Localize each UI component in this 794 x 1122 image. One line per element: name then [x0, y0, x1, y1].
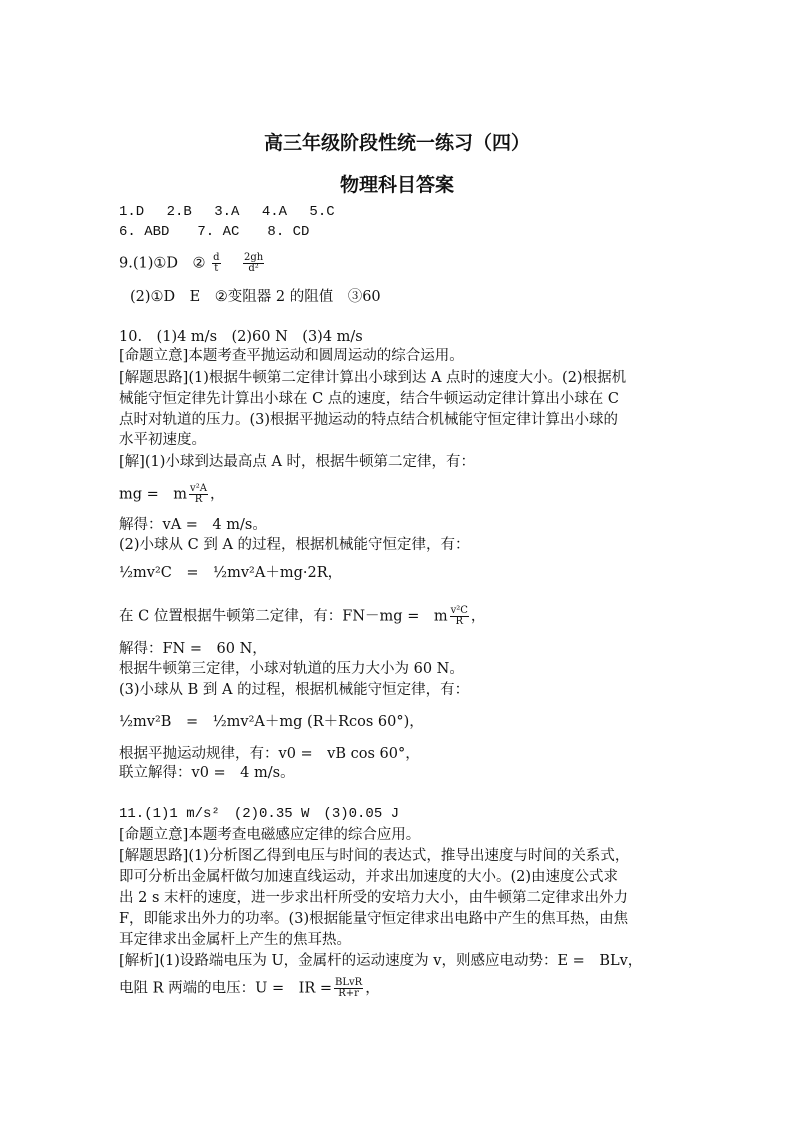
q10-idea-line1: [解题思路](1)根据牛顿第二定律计算出小球到达 A 点时的速度大小。(2)根据机 — [119, 370, 627, 386]
q10-eq3-lhs: 在 C 位置根据牛顿第二定律，有：FN－mg = m — [119, 608, 448, 625]
q10-eq1-num: v²A — [190, 483, 207, 494]
q9-prefix: 9.(1)①D ② — [119, 255, 206, 272]
q10-idea-line2: 械能守恒定律先计算出小球在 C 点的速度，结合牛顿运动定律计算出小球在 C — [119, 391, 620, 407]
q10-result-3: 联立解得：v0 = 4 m/s。 — [119, 765, 295, 781]
q11-eq1-den: R+r — [338, 988, 359, 999]
q9-line1 — [119, 253, 266, 274]
q10-intent: [命题立意]本题考查平抛运动和圆周运动的综合运用。 — [119, 348, 464, 364]
q10-third-law: 根据牛顿第三定律，小球对轨道的压力大小为 60 N。 — [119, 661, 464, 677]
q9-frac1-num: d — [213, 252, 220, 263]
q10-eq3-num: v²C — [450, 605, 468, 616]
q10-solution-line4: (3)小球从 B 到 A 的过程，根据机械能守恒定律，有： — [119, 682, 470, 698]
q11-equation-1 — [119, 978, 380, 999]
q11-idea-line3: 出 2 s 末杆的速度，进一步求出杆所受的安培力大小，由牛顿第二定律求出外力 — [119, 890, 628, 906]
q10-equation-1 — [119, 484, 224, 505]
q9-fraction-2 — [243, 253, 264, 274]
q10-result-2: 解得：FN = 60 N， — [119, 641, 267, 657]
q11-idea-line4: F，即能求出外力的功率。(3)根据能量守恒定律求出电路中产生的焦耳热，由焦 — [119, 911, 629, 927]
q10-answers: 10. (1)4 m/s (2)60 N (3)4 m/s — [119, 329, 363, 345]
q11-eq1-fraction — [334, 978, 363, 999]
q11-idea-line1: [解题思路](1)分析图乙得到电压与时间的表达式，推导出速度与时间的关系式， — [119, 848, 630, 864]
q10-solution-line1: [解](1)小球到达最高点 A 时，根据牛顿第二定律，有： — [119, 454, 476, 470]
q10-equation-4: ½mv²B = ½mv²A＋mg (R＋Rcos 60°)， — [119, 714, 424, 730]
q11-eq1-num: BLvR — [335, 977, 363, 988]
q10-eq3-fraction — [450, 606, 469, 627]
mc-answers-row1: 1.D 2.B 3.A 4.A 5.C — [119, 204, 335, 220]
q10-equation-3 — [119, 606, 485, 627]
q10-result-1: 解得：vA = 4 m/s。 — [119, 517, 267, 533]
q10-equation-2: ½mv²C = ½mv²A＋mg·2R， — [119, 565, 343, 581]
mc-answers-row2: 6. ABD 7. AC 8. CD — [119, 224, 310, 240]
q9-frac2-num: 2gh — [243, 252, 264, 263]
q9-line2: (2)①D E ②变阻器 2 的阻值 ③60 — [130, 289, 381, 305]
q10-eq1-den: R — [194, 494, 203, 505]
q10-eq1-fraction — [189, 484, 208, 505]
page-subtitle: 物理科目答案 — [339, 174, 454, 196]
q11-eq1-tail: ， — [365, 980, 380, 997]
q10-eq1-lhs: mg = m — [119, 486, 188, 503]
q11-answers: 11.(1)1 m/s² (2)0.35 W (3)0.05 J — [119, 806, 400, 822]
page-title: 高三年级阶段性统一练习（四） — [263, 132, 530, 154]
q10-solution-line2: (2)小球从 C 到 A 的过程，根据机械能守恒定律，有： — [119, 537, 470, 553]
q11-idea-line2: 即可分析出金属杆做匀加速直线运动，并求出加速度的大小。(2)由速度公式求 — [119, 869, 619, 885]
q9-frac2-den: d² — [248, 263, 259, 274]
q11-solution-line1: [解析](1)设路端电压为 U，金属杆的运动速度为 v，则感应电动势：E = BLv， — [119, 953, 643, 969]
q11-intent: [命题立意]本题考查电磁感应定律的综合应用。 — [119, 827, 421, 843]
q10-idea-line4: 水平初速度。 — [119, 432, 206, 448]
q9-frac1-den: t — [214, 263, 219, 274]
q9-fraction-1 — [212, 253, 220, 274]
q10-eq3-tail: ， — [470, 608, 486, 625]
q11-idea-line5: 耳定律求出金属杆上产生的焦耳热。 — [119, 932, 351, 948]
q10-equation-5: 根据平抛运动规律，有：v0 = vB cos 60°， — [119, 746, 420, 762]
q11-eq1-lhs: 电阻 R 两端的电压：U = IR = — [119, 980, 333, 997]
q10-idea-line3: 点时对轨道的压力。(3)根据平抛运动的特点结合机械能守恒定律计算出小球的 — [119, 412, 619, 428]
q10-eq1-tail: ， — [209, 486, 225, 503]
q10-eq3-den: R — [455, 616, 464, 627]
